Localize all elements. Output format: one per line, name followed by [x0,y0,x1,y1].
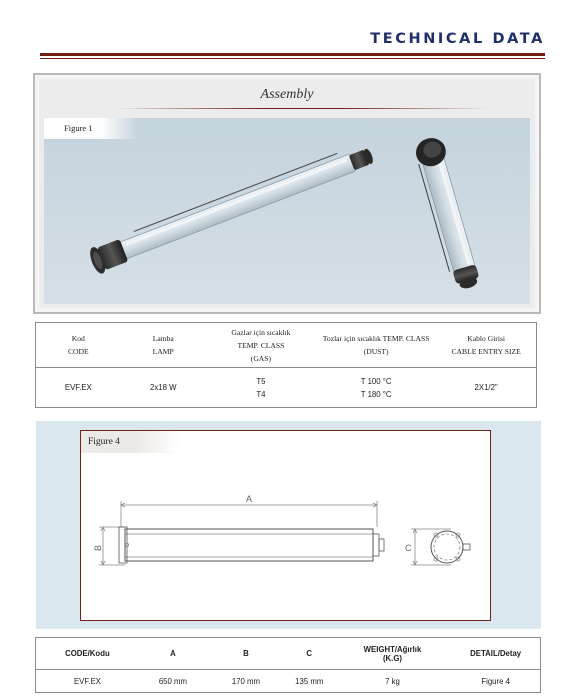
figure-1-label: Figure 1 [44,118,138,139]
spec-cell-cable: 2X1/2" [436,368,536,408]
dimension-drawing [81,431,489,619]
dims-cell-c: 135 mm [295,676,324,686]
header-rule-thin [40,58,545,59]
dims-cell-code: EVF.EX [73,676,101,686]
spec-header-dust: Tozlar için sıcaklık TEMP. CLASS (DUST) [316,323,436,368]
dims-header-code: CODE/Kodu [36,638,139,670]
luminaire-render [44,118,530,304]
spec-header-cable: Kablo Girisi CABLE ENTRY SIZE [436,323,536,368]
spec-cell-gas: T5 T4 [206,368,316,408]
dims-header-row [36,638,541,670]
dims-cell-detail: Figure 4 [481,676,510,686]
assembly-photo [44,118,530,304]
dims-header-b: B [207,638,285,670]
dim-c-label: C [405,543,412,553]
dims-header-c: C [285,638,334,670]
dims-header-a: A [139,638,207,670]
spec-cell-lamp: 2x18 W [121,368,206,408]
assembly-heading: Assembly [260,87,314,102]
luminaire-left [87,142,377,275]
spec-header-gas: Gazlar için sıcaklık TEMP. CLASS (GAS) [206,323,316,368]
spec-header-lamp: Lamba LAMP [121,323,206,368]
header-rule [40,53,545,56]
page-title: TECHNICAL DATA [370,31,545,47]
spec-table [35,322,537,408]
dims-header-weight: WEIGHT/Ağırlık (K.G) [334,638,452,670]
figure-4-label: Figure 4 [81,431,181,453]
dims-cell-a: 650 mm [158,676,188,686]
dim-b-label: B [93,544,103,551]
spec-header-row [36,323,537,368]
spec-cell-code: EVF.EX [36,368,121,408]
dimensions-table [35,637,541,693]
spec-row [36,368,537,408]
dims-row [36,670,541,693]
drawing-frame [80,430,491,621]
luminaire-right [413,135,485,292]
spec-header-code: Kod CODE [36,323,121,368]
dim-a-label: A [246,494,253,504]
dims-cell-b: 170 mm [231,676,260,686]
dims-cell-weight: 7 kg [385,676,400,686]
assembly-panel [33,73,541,314]
assembly-rule [115,108,489,109]
spec-cell-dust: T 100 °C T 180 °C [316,368,436,408]
dims-header-detail: DETAIL/Detay [451,638,540,670]
